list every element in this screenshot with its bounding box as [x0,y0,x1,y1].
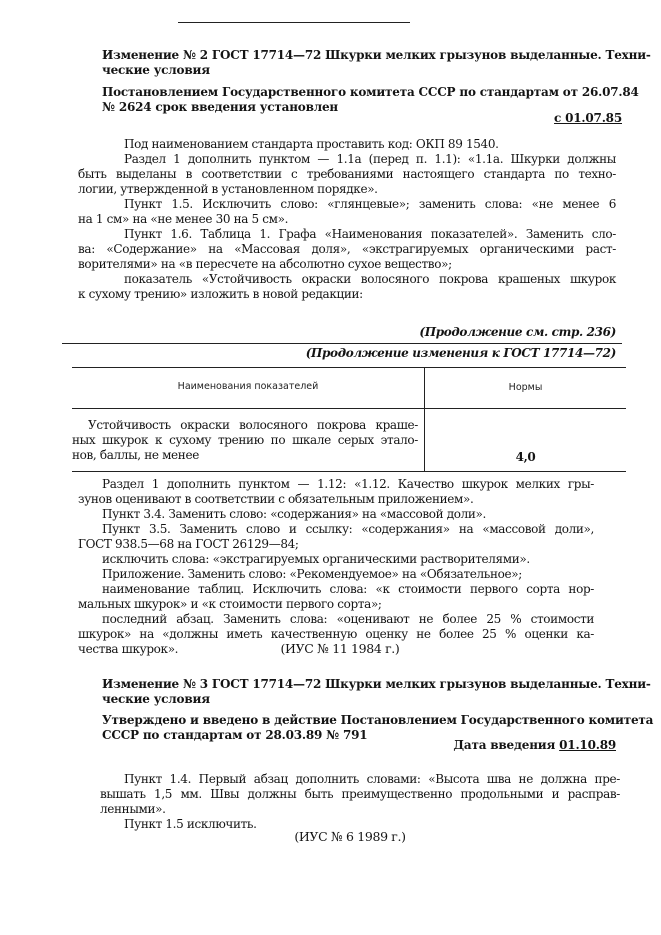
paragraph [78,152,616,197]
change3-approved-line: СССР по стандартам от 28.03.89 № 791 [102,728,368,742]
text-line: Раздел 1 дополнить пунктом — 1.12: «1.12. Качество шкурок мелких гры- [102,477,594,491]
change3-effective-date [420,738,616,753]
paragraph [78,567,594,582]
paragraph [78,272,616,302]
text-line: Пункт 1.5. Исключить слово: «глянцевые»; заменить слова: «не менее 6 [124,197,616,211]
table-row-indicator [72,418,418,463]
paragraph [78,507,594,522]
table-cell-line: Устойчивость окраски волосяного покрова краше- [88,418,418,432]
paragraph [78,477,594,507]
text-line: Под наименованием стандарта проставить код: ОКП 89 1540. [124,137,499,151]
change2-decree-line: № 2624 срок введения установлен [102,100,339,114]
text-line: Пункт 1.6. Таблица 1. Графа «Наименования показателей». Заменить сло- [124,227,616,241]
paragraph [78,227,616,272]
change3-body [100,772,620,832]
table-header-indicators: Наименования показателей [177,381,319,392]
text-line: ворителями» на «в пересчете на абсолютно сухое вещество»; [78,257,452,271]
change2-decree-line: Постановлением Государственного комитета СССР по стандартам от 26.07.84 [102,85,639,99]
paragraph [78,197,616,227]
ius-reference-1989: (ИУС № 6 1989 г.) [294,829,406,844]
change3-title-line: ческие условия [102,692,210,706]
text-line: логии, утвержденной в установленном порядке». [78,182,378,196]
continued-note: (Продолжение см. стр. 236) [419,325,616,339]
text-line: ва: «Содержание» на «Массовая доля», «экстрагируемых органическими раст- [78,242,616,256]
table-header-divider [72,408,626,409]
change2-effective-date: с 01.07.85 [554,111,622,125]
text-line: мальных шкурок» и «к стоимости первого сорта»; [78,597,382,611]
text-line: ГОСТ 938.5—68 на ГОСТ 26129—84; [78,537,299,551]
table-cell-line: нов, баллы, не менее [72,448,199,462]
text-line: наименование таблиц. Исключить слова: «к стоимости первого сорта нор- [102,582,594,596]
paragraph [100,772,620,817]
paragraph [78,137,616,152]
change2-title-line: ческие условия [102,63,210,77]
text-line: показатель «Устойчивость окраски волосяного покрова крашеных шкурок [124,272,616,286]
date-value: 01.10.89 [559,738,616,752]
text-line: Пункт 3.5. Заменить слово и ссылку: «содержания» на «массовой доли», [102,522,594,536]
change2-body [78,137,616,302]
text-line: чества шкурок». [78,642,179,656]
change3-title-line: Изменение № 3 ГОСТ 17714—72 Шкурки мелких грызунов выделанные. Техни- [102,677,651,691]
text-line: на 1 см» на «не менее 30 на 5 см». [78,212,289,226]
table-header-norms: Нормы [508,382,543,393]
paragraph [78,552,594,567]
change2-title-line: Изменение № 2 ГОСТ 17714—72 Шкурки мелких грызунов выделанные. Техни- [102,48,651,62]
continuation-header: (Продолжение изменения к ГОСТ 17714—72) [305,346,616,360]
change2-title [102,48,651,78]
text-line: Приложение. Заменить слово: «Рекомендуемое» на «Обязательное»; [102,567,522,581]
text-line: к сухому трению» изложить в новой редакции: [78,287,363,301]
table-row-value: 4,0 [515,450,536,464]
indicators-table [72,367,626,472]
text-line: зунов оценивают в соответствии с обязательным приложением». [78,492,474,506]
ius-reference-1984: (ИУС № 11 1984 г.) [280,641,400,656]
text-line: Раздел 1 дополнить пунктом — 1.1а (перед п. 1.1): «1.1а. Шкурки должны [124,152,616,166]
top-rule [178,22,410,23]
date-label: Дата введения [453,738,556,752]
text-line: Пункт 3.4. Заменить слово: «содержания» на «массовой доли». [102,507,487,521]
paragraph [78,522,594,552]
paragraph [78,582,594,612]
change3-title [102,677,651,707]
text-line: ленными». [100,802,166,816]
text-line: Пункт 1.5 исключить. [124,817,257,831]
text-line: шкурок» на «должны иметь качественную оценку не более 25 % оценки ка- [78,627,594,641]
text-line: вышать 1,5 мм. Швы должны быть преимущественно продольными и расправ- [100,787,620,801]
after-table-body [78,477,594,657]
section-divider [62,343,622,344]
table-cell-line: ных шкурок к сухому трению по шкале серых этало- [72,433,418,447]
text-line: исключить слова: «экстрагируемых органическими растворителями». [102,552,530,566]
text-line: быть выделаны в соответствии с требованиями настоящего стандарта по техно- [78,167,616,181]
change3-approved-line: Утверждено и введено в действие Постановлением Государственного комитета [102,713,654,727]
text-line: последний абзац. Заменить слова: «оценивают не более 25 % стоимости [102,612,594,626]
text-line: Пункт 1.4. Первый абзац дополнить словами: «Высота шва не должна пре- [124,772,620,786]
